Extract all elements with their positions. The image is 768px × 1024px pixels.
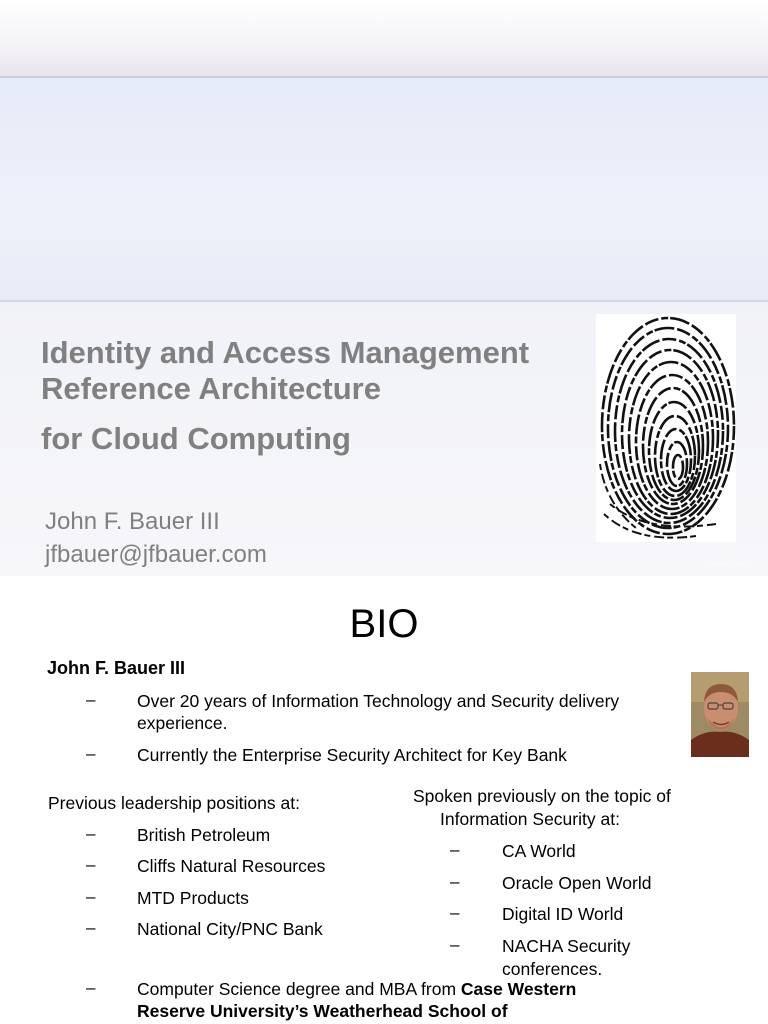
bullet-dash: – [450, 935, 460, 954]
bullet-dash: – [86, 855, 96, 874]
spoken-item: Digital ID World [502, 904, 624, 924]
intro-bullet-2: Currently the Enterprise Security Architect for Key Bank [137, 745, 567, 765]
headshot-photo [691, 672, 749, 757]
degree-school-1: Case Western [460, 979, 577, 999]
title-line-3: for Cloud Computing [41, 421, 351, 456]
spoken-heading-line-2: Information Security at: [440, 809, 620, 829]
author-block [45, 505, 267, 571]
watermark-text: fotolia.com [706, 558, 750, 568]
bullet-dash: – [86, 824, 96, 843]
spoken-item-line-1: NACHA Security [502, 936, 631, 956]
header-band [0, 0, 768, 76]
title-line-2: Reference Architecture [41, 371, 381, 406]
author-email: jfbauer@jfbauer.com [45, 541, 267, 568]
bullet-dash: – [86, 918, 96, 937]
degree-line-2: Reserve University’s Weatherhead School of [137, 1001, 508, 1021]
bio-heading: BIO [349, 602, 419, 646]
bullet-dash: – [450, 840, 460, 859]
previous-position-item: MTD Products [137, 888, 249, 908]
intro-bullet-1-line-1: Over 20 years of Information Technology and Security delivery [137, 691, 620, 711]
bullet-dash: – [86, 887, 96, 906]
bio-slide [0, 576, 768, 1024]
spoken-heading-line-1: Spoken previously on the topic of [413, 786, 671, 806]
intro-bullet-1-line-2: experience. [137, 713, 228, 733]
title-line-1: Identity and Access Management [41, 335, 530, 370]
bullet-dash: – [86, 690, 96, 709]
bullet-dash: – [86, 744, 96, 763]
previous-heading: Previous leadership positions at: [48, 793, 300, 813]
spoken-item: CA World [502, 841, 576, 861]
bullet-dash: – [450, 903, 460, 922]
degree-prefix: Computer Science degree and MBA from [137, 979, 461, 999]
previous-position-item: National City/PNC Bank [137, 919, 323, 939]
previous-position-item: Cliffs Natural Resources [137, 856, 326, 876]
author-name: John F. Bauer III [45, 508, 220, 535]
spoken-item: Oracle Open World [502, 873, 652, 893]
bio-name: John F. Bauer III [47, 658, 186, 678]
degree-line-1 [137, 978, 576, 1000]
previous-position-item: British Petroleum [137, 825, 271, 845]
bullet-dash: – [450, 872, 460, 891]
slide-title [41, 335, 529, 457]
bullet-dash: – [86, 978, 96, 997]
blue-band [0, 78, 768, 300]
spoken-item-line-2: conferences. [502, 959, 603, 979]
fingerprint-icon [596, 314, 736, 542]
